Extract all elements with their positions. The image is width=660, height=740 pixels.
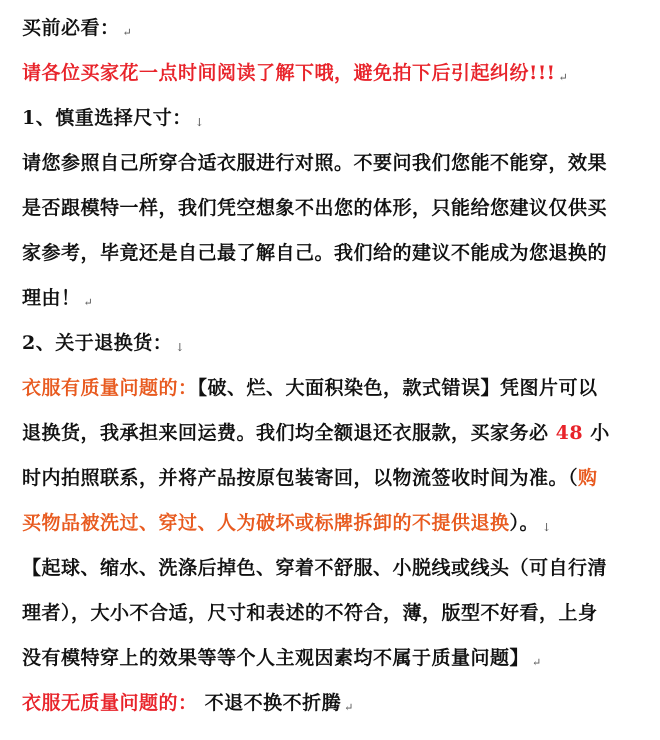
quality-issue-line — [22, 366, 642, 411]
section-1-body-line — [22, 276, 642, 321]
body-text: 时内拍照联系，并将产品按原包装寄回，以物流签收时间为准。（ — [22, 467, 579, 489]
section-2-title — [22, 321, 642, 366]
exclusion-text: 买物品被洗过、穿过、人为破坏或标牌拆卸的不提供退换 — [22, 512, 510, 534]
line-break-arrow-icon: ↓ — [175, 341, 185, 354]
section-1-title — [22, 96, 642, 141]
body-text: 【破、烂、大面积染色，款式错误】凭图片可以 — [197, 377, 598, 399]
exclusion-line — [22, 501, 642, 546]
heading-text: 买前必看： — [22, 17, 120, 39]
notice-text: 请各位买家花一点时间阅读了解下哦，避免拍下后引起纠纷!!! — [22, 62, 556, 84]
hours-value: 48 — [555, 422, 584, 444]
paragraph-mark-icon: ↵ — [532, 656, 542, 669]
line-break-arrow-icon: ↓ — [542, 521, 552, 534]
no-quality-issue-line — [22, 681, 642, 726]
paragraph-mark-icon: ↵ — [83, 296, 94, 309]
non-quality-list-line — [22, 546, 642, 591]
section-1-body-line — [22, 186, 642, 231]
notice-line — [22, 51, 642, 96]
section-1-body-line — [22, 141, 642, 186]
section-1-title-text: 1、慎重选择尺寸： — [22, 107, 192, 129]
quality-issue-label: 衣服有质量问题的： — [22, 377, 198, 399]
body-text: 请您参照自己所穿合适衣服进行对照。不要问我们您能不能穿，效果 — [22, 152, 608, 174]
paragraph-mark-icon: ↵ — [122, 26, 133, 39]
body-text: 家参考，毕竟还是自己最了解自己。我们给的建议不能成为您退换的 — [22, 242, 608, 264]
paragraph-mark-icon: ↵ — [344, 701, 354, 714]
no-return-text: 不退不换不折腾 — [204, 692, 342, 714]
paragraph-mark-icon: ↵ — [558, 71, 569, 84]
section-2-title-text: 2、关于退换货： — [22, 332, 173, 354]
body-text: 是否跟模特一样，我们凭空想象不出您的体形，只能给您建议仅供买 — [22, 197, 608, 219]
body-text: 【起球、缩水、洗涤后掉色、穿着不舒服、小脱线或线头（可自行清 — [22, 557, 608, 579]
body-text: ）。 — [509, 512, 540, 534]
refund-line — [22, 411, 642, 456]
photo-contact-line — [22, 456, 642, 501]
body-text: 没有模特穿上的效果等等个人主观因素均不属于质量问题】 — [22, 647, 530, 669]
section-1-body-line — [22, 231, 642, 276]
body-text: 理者），大小不合适，尺寸和表述的不符合，薄，版型不好看，上身 — [22, 602, 598, 624]
body-text: 理由！ — [22, 287, 81, 309]
exclusion-text: 购 — [578, 467, 598, 489]
no-quality-issue-label: 衣服无质量问题的： — [22, 692, 198, 714]
non-quality-list-line — [22, 591, 642, 636]
heading-before-purchase — [22, 6, 642, 51]
non-quality-list-line — [22, 636, 642, 681]
body-text: 小 — [590, 422, 610, 444]
line-break-arrow-icon: ↓ — [194, 116, 205, 129]
body-text: 退换货，我承担来回运费。我们均全额退还衣服款，买家务必 — [22, 422, 549, 444]
